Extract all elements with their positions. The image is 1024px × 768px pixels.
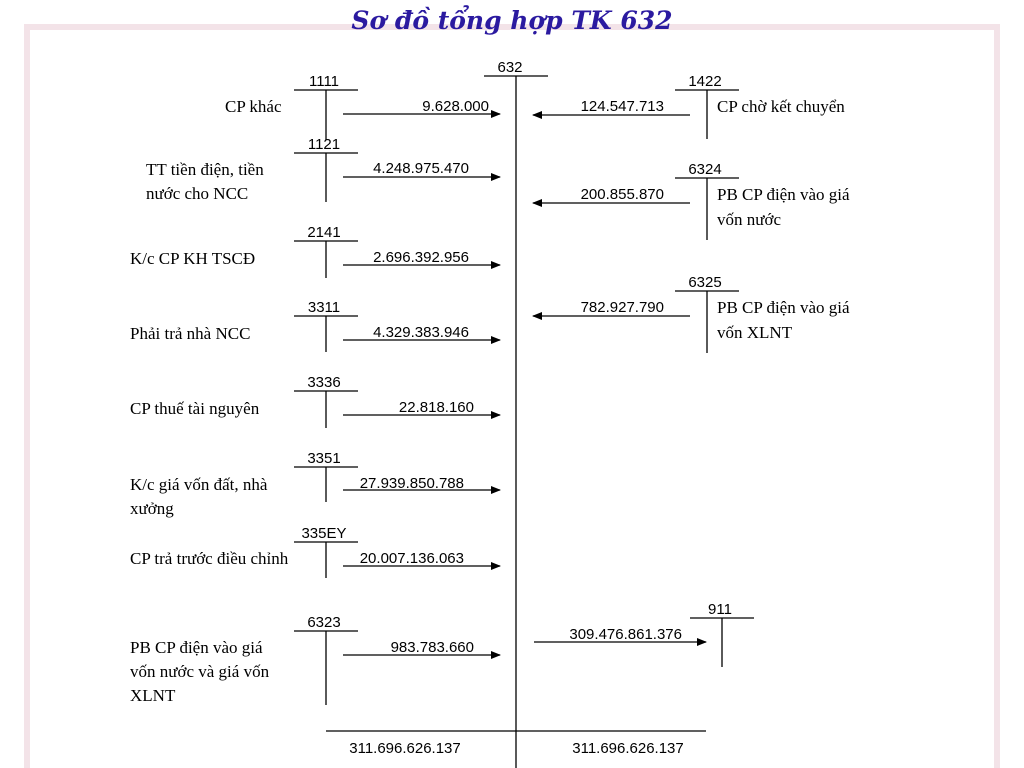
diagram-title: Sơ đồ tổng hợp TK 632 [351,6,673,35]
debit-label-1121-line1: TT tiền điện, tiền [146,160,264,179]
credit-label-1422-line1: CP chờ kết chuyển [717,97,845,116]
debit-amount-1111: 9.628.000 [422,98,489,115]
debit-amount-3336: 22.818.160 [398,399,474,416]
debit-label-3311-line1: Phải trả nhà NCC [130,324,251,343]
credit-account-6324-number: 6324 [688,161,722,178]
debit-account-3351-number: 3351 [307,450,341,467]
credit-account-6325-number: 6325 [688,274,722,291]
credit-total: 311.696.626.137 [572,740,684,757]
debit-label-6323-line3: XLNT [130,686,176,705]
account-632-number: 632 [497,59,523,76]
debit-label-3336-line1: CP thuế tài nguyên [130,399,260,418]
debit-label-6323-line2: vốn nước và giá vốn [130,662,270,681]
debit-account-3336-number: 3336 [307,374,341,391]
debit-label-6323-line1: PB CP điện vào giá [130,638,263,657]
debit-label-1111-line1: CP khác [225,97,282,116]
debit-label-3351-line2: xưởng [130,499,174,518]
debit-amount-1121: 4.248.975.470 [373,160,469,177]
debit-label-1121-line2: nước cho NCC [146,184,249,203]
debit-amount-2141: 2.696.392.956 [373,249,469,266]
debit-account-1121-number: 1121 [307,136,341,153]
debit-label-335EY-line1: CP trả trước điều chỉnh [130,549,289,568]
credit-amount-6324: 200.855.870 [580,186,664,203]
debit-total: 311.696.626.137 [349,740,461,757]
credit-amount-1422: 124.547.713 [580,98,664,115]
debit-label-3351-line1: K/c giá vốn đất, nhà [130,475,268,494]
credit-label-6324-line1: PB CP điện vào giá [717,185,850,204]
debit-account-1111-number: 1111 [308,73,340,90]
debit-label-2141-line1: K/c CP KH TSCĐ [130,249,256,268]
credit-label-6325-line1: PB CP điện vào giá [717,298,850,317]
debit-amount-335EY: 20.007.136.063 [359,550,464,567]
debit-account-6323-number: 6323 [307,614,341,631]
credit-account-1422-number: 1422 [688,73,722,90]
debit-account-3311-number: 3311 [307,299,341,316]
debit-account-335EY-number: 335EY [301,525,347,542]
credit-amount-6325: 782.927.790 [580,299,664,316]
debit-amount-3351: 27.939.850.788 [359,475,464,492]
transfer-amount-911: 309.476.861.376 [569,626,682,643]
credit-label-6325-line2: vốn XLNT [717,323,793,342]
transfer-account-911-number: 911 [708,601,732,618]
debit-amount-3311: 4.329.383.946 [373,324,469,341]
credit-label-6324-line2: vốn nước [717,210,781,229]
debit-amount-6323: 983.783.660 [390,639,474,656]
debit-account-2141-number: 2141 [307,224,341,241]
